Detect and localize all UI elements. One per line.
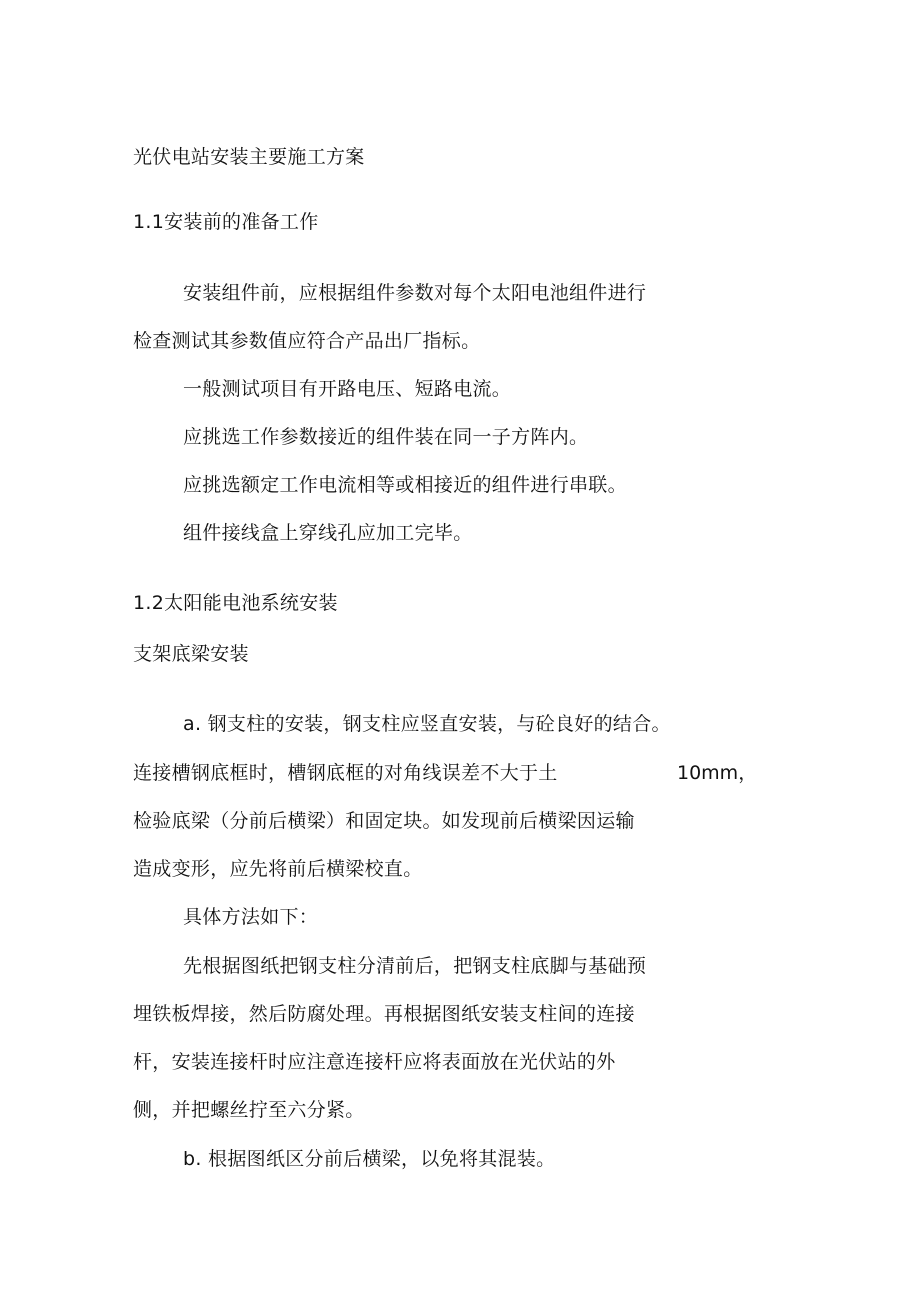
paragraph-line: 具体方法如下： (183, 906, 319, 928)
tolerance-value: 10mm， (677, 762, 758, 784)
document-title: 光伏电站安装主要施工方案 (133, 146, 365, 168)
paragraph-line: 侧，并把螺丝拧至六分紧。 (133, 1099, 365, 1121)
paragraph-line: 一般测试项目有开路电压、短路电流。 (183, 378, 512, 400)
paragraph-line: 组件接线盒上穿线孔应加工完毕。 (183, 522, 473, 544)
list-item-b: b. 根据图纸区分前后横梁，以免将其混装。 (183, 1148, 556, 1170)
paragraph-line: 应挑选工作参数接近的组件装在同一子方阵内。 (183, 426, 589, 448)
paragraph-line: 安装组件前，应根据组件参数对每个太阳电池组件进行 (183, 282, 647, 304)
paragraph-line: 应挑选额定工作电流相等或相接近的组件进行串联。 (183, 474, 627, 496)
section-heading-1-2: 1.2太阳能电池系统安装 (133, 592, 338, 614)
paragraph-line: 连接槽钢底框时，槽钢底框的对角线误差不大于土 (133, 762, 558, 784)
list-item-a-line: a. 钢支柱的安装，钢支柱应竖直安装，与砼良好的结合。 (183, 713, 671, 735)
paragraph-line: 埋铁板焊接，然后防腐处理。再根据图纸安装支柱间的连接 (133, 1003, 635, 1025)
subsection-heading: 支架底梁安装 (133, 643, 249, 665)
paragraph-line: 造成变形，应先将前后横梁校直。 (133, 858, 423, 880)
paragraph-line: 检验底梁（分前后横梁）和固定块。如发现前后横梁因运输 (133, 810, 635, 832)
paragraph-line: 先根据图纸把钢支柱分清前后，把钢支柱底脚与基础预 (183, 955, 647, 977)
paragraph-line: 杆，安装连接杆时应注意连接杆应将表面放在光伏站的外 (133, 1051, 616, 1073)
paragraph-line: 检查测试其参数值应符合产品出厂指标。 (133, 330, 481, 352)
section-heading-1-1: 1.1安装前的准备工作 (133, 211, 319, 233)
